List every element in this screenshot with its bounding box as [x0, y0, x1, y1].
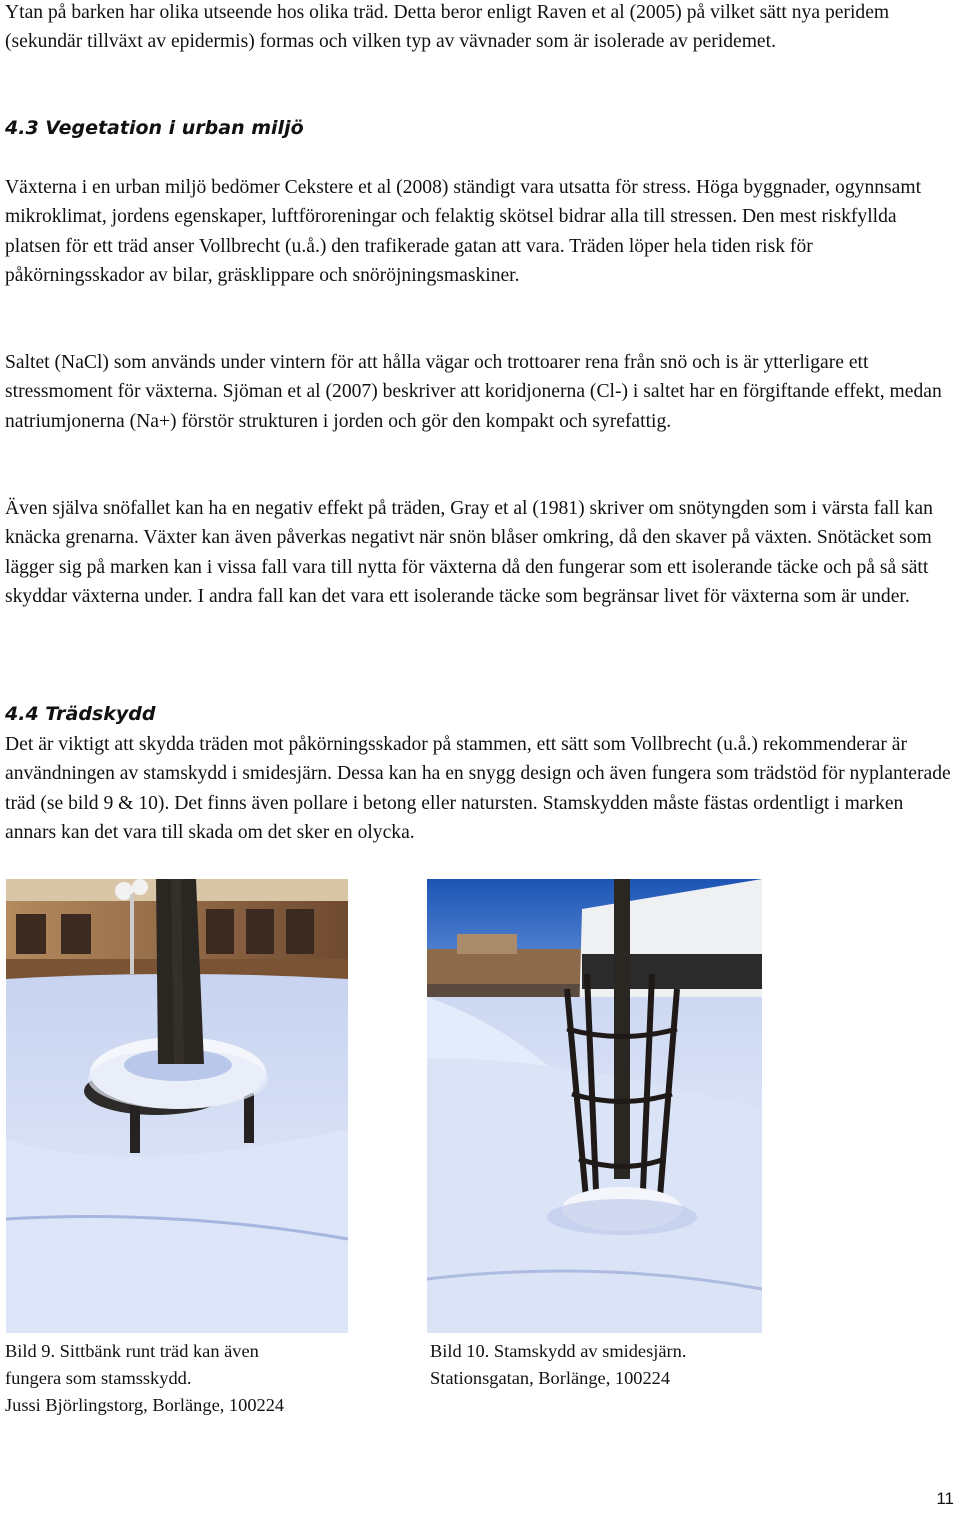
figure-9-caption-line: Bild 9. Sittbänk runt träd kan även	[5, 1341, 259, 1361]
page-number: 11	[936, 1489, 954, 1508]
section-heading-4-4: 4.4 Trädskydd	[5, 703, 156, 725]
paragraph-snowfall: Även själva snöfallet kan ha en negativ effekt på träden, Gray et al (1981) skriver om snötyngden som i värsta fall kan knäcka grenarna. Växter kan även påverkas negativt när snön blåser omkring, då den skaver på växten. Snötäcket som lägger sig på marken kan i vissa fall vara till nytta för växterna då den fungerar som ett isolerande täcke och på så sätt skyddar växterna under. I andra fall kan det vara ett isolerande täcke som begränsar livet för växterna som är under.	[5, 498, 933, 608]
section-heading-4-3: 4.3 Vegetation i urban miljö	[5, 117, 304, 139]
photo-bench-around-tree	[6, 879, 348, 1333]
photo-bench-around-tree-image	[6, 879, 348, 1333]
figure-9-caption	[5, 1338, 284, 1419]
figure-10-caption-line: Bild 10. Stamskydd av smidesjärn.	[430, 1341, 687, 1361]
paragraph-tree-protection: Det är viktigt att skydda träden mot påkörningsskador på stammen, ett sätt som Vollbrecht (u.å.) rekommenderar är användningen av stamskydd i smidesjärn. Dessa kan ha en snygg design och även fungera som trädstöd för nyplanterade träd (se bild 9 & 10). Det finns även pollare i betong eller natursten. Stamskydden måste fästas ordentligt i marken annars kan det vara till skada om det sker en olycka.	[5, 734, 951, 844]
photo-iron-tree-guard-image	[427, 879, 762, 1333]
figure-10-caption	[430, 1338, 686, 1392]
intro-paragraph: Ytan på barken har olika utseende hos olika träd. Detta beror enligt Raven et al (2005) på vilket sätt nya peridem (sekundär tillväxt av epidermis) formas och vilken typ av vävnader som är isolerade av peridemet.	[5, 2, 890, 53]
figure-10-caption-line: Stationsgatan, Borlänge, 100224	[430, 1368, 671, 1388]
paragraph-salt: Saltet (NaCl) som används under vintern för att hålla vägar och trottoarer rena från snö och is är ytterligare ett stressmoment för växterna. Sjöman et al (2007) beskriver att koridjonerna (Cl-) i saltet har en förgiftande effekt, medan natriumjonerna (Na+) förstör strukturen i jorden och gör den kompakt och syrefattig.	[5, 352, 942, 432]
figure-9-caption-line: fungera som stamsskydd.	[5, 1368, 192, 1388]
paragraph-urban-stress: Växterna i en urban miljö bedömer Cekstere et al (2008) ständigt vara utsatta för stress. Höga byggnader, ogynnsamt mikroklimat, jordens egenskaper, luftföroreningar och felaktig skötsel bidrar alla till stressen. Den mest riskfyllda platsen för ett träd anser Vollbrecht (u.å.) den trafikerade gatan att vara. Träden löper hela tiden risk för påkörningsskador av bilar, gräsklippare och snöröjningsmaskiner.	[5, 177, 922, 287]
figure-9-caption-line: Jussi Björlingstorg, Borlänge, 100224	[5, 1395, 285, 1415]
photo-iron-tree-guard	[427, 879, 762, 1333]
